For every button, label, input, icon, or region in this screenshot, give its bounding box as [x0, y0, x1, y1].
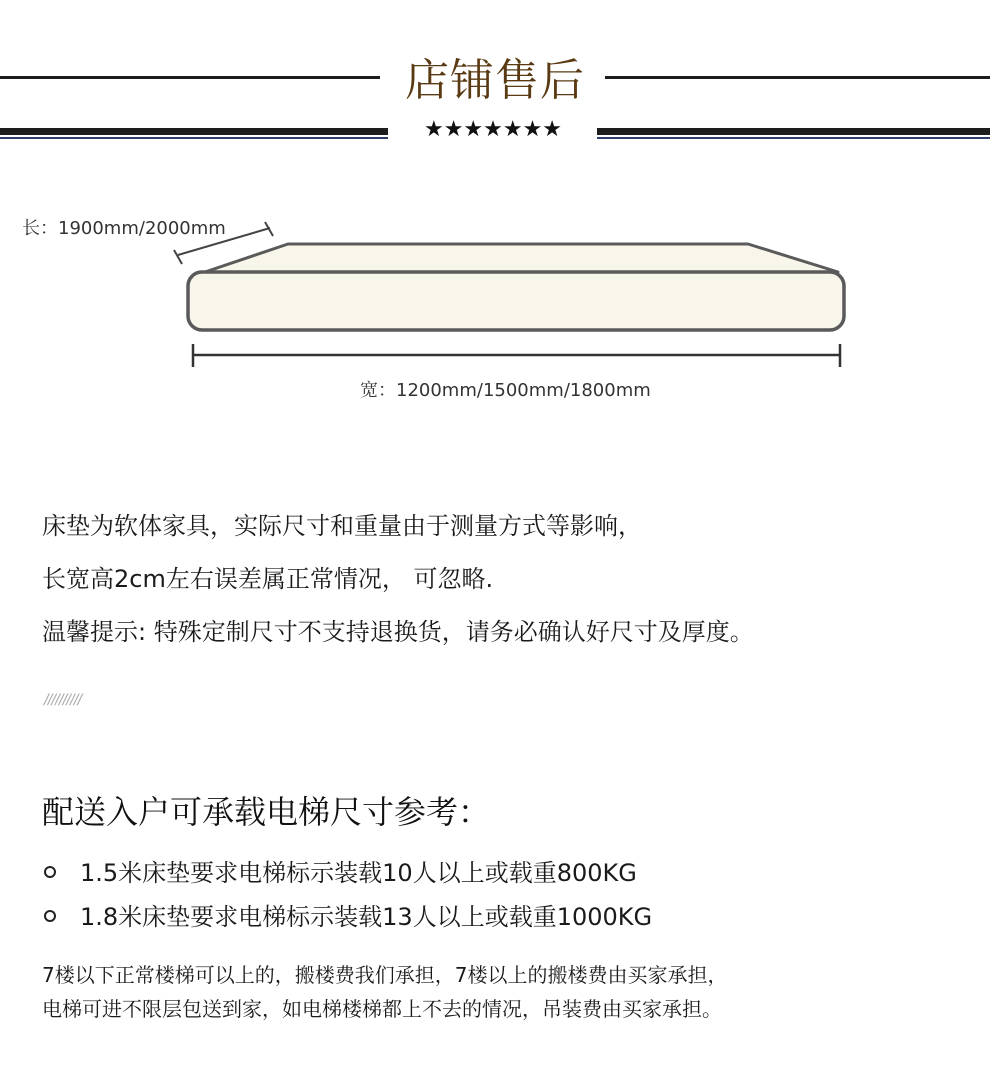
section-divider: //////////	[44, 692, 82, 708]
header-line-right-top	[605, 76, 990, 79]
header-line-left-bottom	[0, 128, 388, 135]
delivery-heading: 配送入户可承载电梯尺寸参考：	[42, 793, 491, 831]
delivery-item	[44, 897, 652, 932]
mattress-front-face	[188, 272, 844, 330]
notice-line-3: 温馨提示: 特殊定制尺寸不支持退换货，请务必确认好尺寸及厚度。	[42, 618, 754, 646]
notice-line-2: 长宽高2cm左右误差属正常情况， 可忽略.	[42, 565, 494, 593]
delivery-note-1: 7楼以下正常楼梯可以上的，搬楼费我们承担，7楼以上的搬楼费由买家承担，	[42, 963, 728, 987]
delivery-item	[44, 853, 637, 888]
header-line-right-accent	[597, 137, 990, 139]
notice-line-1: 床垫为软体家具，实际尺寸和重量由于测量方式等影响，	[42, 512, 642, 540]
mattress-top-face	[205, 244, 838, 272]
width-dimension-line	[193, 344, 840, 367]
bullet-icon	[44, 866, 56, 878]
delivery-note-2: 电梯可进不限层包送到家，如电梯楼梯都上不去的情况，吊装费由买家承担。	[42, 997, 722, 1021]
header-line-right-bottom	[597, 128, 990, 135]
page-title: 店铺售后	[405, 55, 585, 106]
width-label: 宽：1200mm/1500mm/1800mm	[360, 380, 651, 401]
header-line-left-top	[0, 76, 380, 79]
length-label: 长：1900mm/2000mm	[22, 218, 226, 239]
rating-stars-icon: ★★★★★★★	[423, 117, 563, 142]
mattress-diagram	[0, 210, 990, 380]
delivery-item-text: 1.5米床垫要求电梯标示装载10人以上或载重800KG	[80, 859, 637, 887]
delivery-item-text: 1.8米床垫要求电梯标示装载13人以上或载重1000KG	[80, 903, 653, 931]
bullet-icon	[44, 910, 56, 922]
header-line-left-accent	[0, 137, 388, 139]
